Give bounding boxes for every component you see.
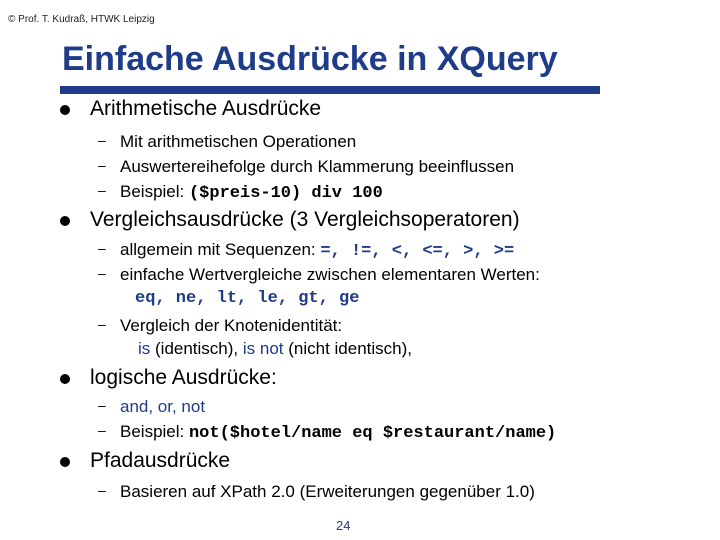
sub-item — [98, 422, 557, 443]
bullet-dot-icon — [60, 374, 70, 384]
operator-description: (identisch), — [150, 339, 243, 358]
dash-icon: – — [98, 422, 106, 438]
code-snippet: not($hotel/name eq $restaurant/name) — [188, 424, 557, 443]
sub-item-text: allgemein mit Sequenzen: — [120, 240, 321, 259]
copyright-notice: © Prof. T. Kudraß, HTWK Leipzig — [8, 14, 155, 25]
sub-item — [98, 182, 383, 203]
sub-item-text: Basieren auf XPath 2.0 (Erweiterungen gegenüber 1.0) — [120, 482, 535, 501]
code-snippet: eq, ne, lt, le, gt, ge — [135, 289, 360, 308]
identity-operators-line — [138, 339, 412, 359]
sub-item — [98, 316, 343, 336]
sub-item — [98, 397, 206, 417]
bullet-dot-icon — [60, 216, 70, 226]
bullet-path — [90, 449, 230, 473]
page-number: 24 — [336, 518, 351, 533]
code-snippet: ($preis-10) div 100 — [188, 184, 383, 203]
dash-icon: – — [98, 265, 106, 281]
dash-icon: – — [98, 157, 106, 173]
title-underline-bar — [60, 86, 600, 94]
sub-item-text: einfache Wertvergleiche zwischen elementaren Werten: — [120, 265, 540, 284]
bullet-label: Arithmetische Ausdrücke — [90, 97, 322, 120]
dash-icon: – — [98, 240, 106, 256]
bullet-dot-icon — [60, 105, 70, 115]
sub-item — [98, 157, 515, 177]
sub-item-text: Beispiel: — [120, 182, 189, 201]
dash-icon: – — [98, 482, 106, 498]
bullet-comparison — [90, 208, 520, 232]
dash-icon: – — [98, 132, 106, 148]
dash-icon: – — [98, 182, 106, 198]
slide-title: Einfache Ausdrücke in XQuery — [62, 40, 558, 78]
operator-is: is — [138, 339, 151, 358]
operator-is-not: is not — [242, 339, 284, 358]
operator-description: (nicht identisch), — [283, 339, 413, 358]
sub-item-text: Vergleich der Knotenidentität: — [120, 316, 343, 335]
dash-icon: – — [98, 397, 106, 413]
sub-item-text: and, or, not — [120, 397, 206, 416]
bullet-label: Pfadausdrücke — [90, 449, 231, 472]
bullet-dot-icon — [60, 457, 70, 467]
sub-item — [98, 265, 540, 285]
bullet-logical — [90, 366, 277, 390]
bullet-label: logische Ausdrücke: — [90, 366, 277, 389]
bullet-arithmetic — [90, 97, 321, 121]
bullet-label: Vergleichsausdrücke (3 Vergleichsoperatoren) — [90, 208, 520, 231]
sub-item — [98, 132, 357, 152]
sub-item — [98, 482, 535, 502]
sub-item-text: Beispiel: — [120, 422, 189, 441]
sub-item — [98, 240, 515, 261]
sub-item-text: Auswertereihefolge durch Klammerung beeinflussen — [120, 157, 515, 176]
sub-item-text: Mit arithmetischen Operationen — [120, 132, 357, 151]
code-snippet: =, !=, <, <=, >, >= — [320, 242, 515, 261]
dash-icon: – — [98, 316, 106, 332]
